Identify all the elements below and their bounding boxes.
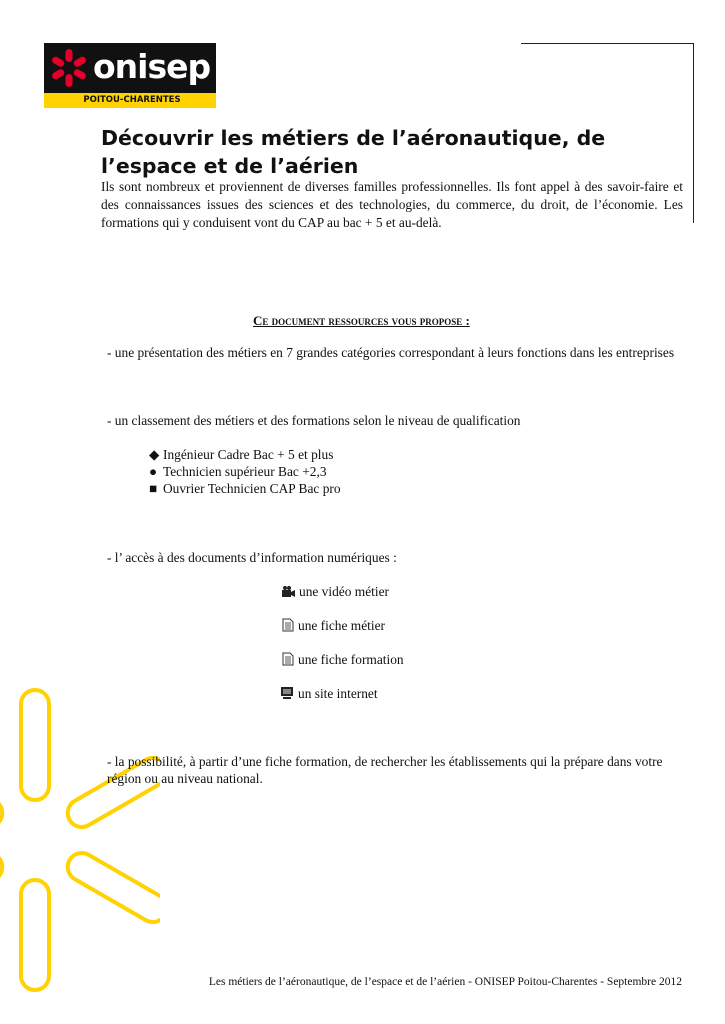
item-classement: - un classement des métiers et des formations selon le niveau de qualification: [107, 413, 521, 428]
resource-label: une fiche métier: [298, 618, 385, 633]
video-camera-icon: [282, 586, 295, 598]
section-title: Ce document ressources vous propose :: [253, 313, 470, 328]
circle-icon: ●: [149, 464, 158, 479]
document-icon: [282, 652, 294, 666]
diamond-icon: ◆: [149, 447, 160, 462]
page-footer: Les métiers de l’aéronautique, de l’espace et de l’aérien - ONISEP Poitou-Charentes - Septembre 2012: [208, 976, 682, 988]
page-title: Découvrir les métiers de l’aéronautique, de l’espace et de l’aérien: [101, 126, 606, 178]
logo-wordmark: onisep: [93, 47, 211, 86]
logo-black-block: [44, 43, 216, 93]
computer-icon: [280, 686, 294, 700]
onisep-logo: [44, 43, 216, 108]
item-acces: - l’ accès à des documents d’information numériques :: [107, 550, 397, 565]
document-icon: [282, 618, 294, 632]
level-item: [149, 480, 341, 497]
corner-rule-horizontal: [521, 43, 694, 44]
onisep-star-icon: [48, 47, 90, 89]
resource-label: une fiche formation: [298, 652, 404, 667]
square-icon: ■: [149, 481, 158, 496]
level-label: Ingénieur Cadre Bac + 5 et plus: [163, 447, 334, 462]
resource-label: une vidéo métier: [299, 584, 389, 599]
decorative-star-outline: [0, 680, 160, 1000]
resource-item: [280, 685, 378, 702]
resource-label: un site internet: [298, 686, 378, 701]
resource-item: [282, 583, 389, 600]
intro-paragraph: Ils sont nombreux et proviennent de diverses familles professionnelles. Ils font appel à des savoir-faire et des connaissances issues des sciences et des technologies, du commerce, du droit, de l’économie. Les formations qui y conduisent vont du CAP au bac + 5 et au-delà.: [101, 179, 683, 230]
item-presentation: - une présentation des métiers en 7 grandes catégories correspondant à leurs fonctions dans les entreprises: [107, 345, 675, 360]
logo-region-band: POITOU-CHARENTES: [44, 93, 216, 108]
item-possibilite: - la possibilité, à partir d’une fiche formation, de rechercher les établissements qui la prépare dans votre région ou au niveau national.: [107, 754, 663, 786]
level-label: Ouvrier Technicien CAP Bac pro: [163, 481, 341, 496]
level-item: [149, 463, 327, 480]
level-item: [149, 446, 333, 463]
corner-rule-vertical: [693, 43, 694, 223]
resource-item: [282, 617, 385, 634]
resource-item: [282, 651, 404, 668]
level-label: Technicien supérieur Bac +2,3: [163, 464, 327, 479]
